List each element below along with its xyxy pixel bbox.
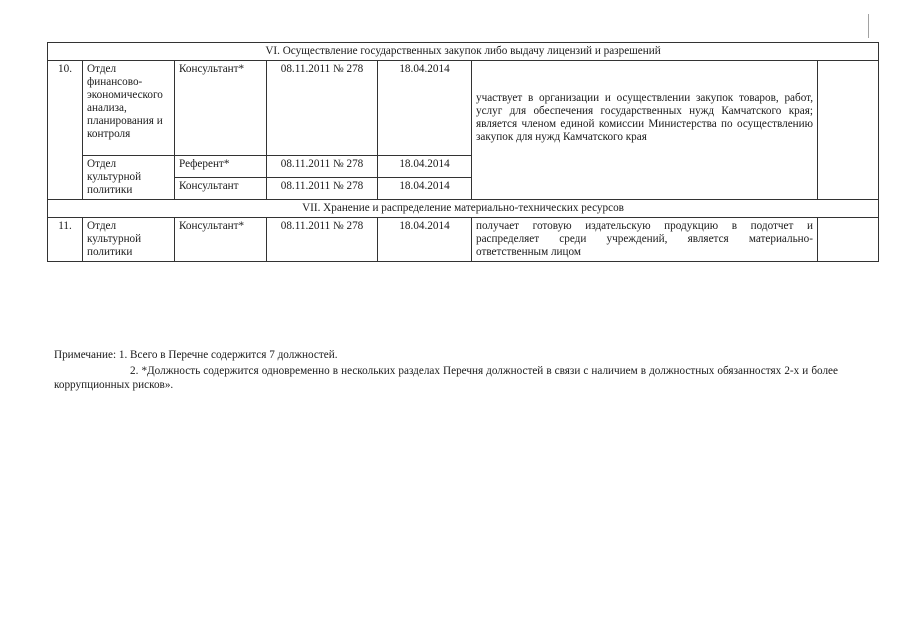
section-vii-row	[48, 200, 879, 218]
note-2: 2. *Должность содержится одновременно в нескольких разделах Перечня должностей в связи с наличием в должностных обязанностях 2-х и более коррупционных рисков».	[54, 365, 838, 391]
date-cell: 18.04.2014	[378, 178, 472, 200]
position-cell: Референт*	[175, 156, 267, 178]
section-vi-row	[48, 43, 879, 61]
date-cell: 18.04.2014	[378, 61, 472, 156]
page-edge-mark	[868, 14, 875, 38]
department-cell: Отдел финансово-экономического анализа, планирования и контроля	[83, 61, 175, 156]
section-vi-title: VI. Осуществление государственных закупок либо выдачу лицензий и разрешений	[48, 43, 879, 61]
row-number: 11.	[48, 218, 83, 262]
act-number-cell: 08.11.2011 № 278	[267, 178, 378, 200]
duty-description-cell: участвует в организации и осуществлении закупок товаров, работ, услуг для обеспечения государственных нужд Камчатского края; является членом единой комиссии Министерства по осуществлению закупок для нужд Камчатского края	[472, 61, 818, 200]
date-cell: 18.04.2014	[378, 218, 472, 262]
act-number-cell: 08.11.2011 № 278	[267, 218, 378, 262]
position-cell: Консультант	[175, 178, 267, 200]
date-cell: 18.04.2014	[378, 156, 472, 178]
act-number-cell: 08.11.2011 № 278	[267, 61, 378, 156]
empty-cell	[818, 61, 879, 200]
duty-description-cell: получает готовую издательскую продукцию в подотчет и распределяет среди учреждений, является материально-ответственным лицом	[472, 218, 818, 262]
table-row-11	[48, 218, 879, 262]
act-number-cell: 08.11.2011 № 278	[267, 156, 378, 178]
empty-cell	[818, 218, 879, 262]
positions-table	[47, 42, 879, 262]
department-cell: Отдел культурной политики	[83, 156, 175, 200]
note-1: Примечание: 1. Всего в Перечне содержится 7 должностей.	[54, 349, 338, 361]
section-vii-title: VII. Хранение и распределение материально-технических ресурсов	[48, 200, 879, 218]
department-cell: Отдел культурной политики	[83, 218, 175, 262]
table-row-10	[48, 61, 879, 156]
position-cell: Консультант*	[175, 218, 267, 262]
position-cell: Консультант*	[175, 61, 267, 156]
notes-block	[54, 348, 838, 392]
row-number: 10.	[48, 61, 83, 200]
